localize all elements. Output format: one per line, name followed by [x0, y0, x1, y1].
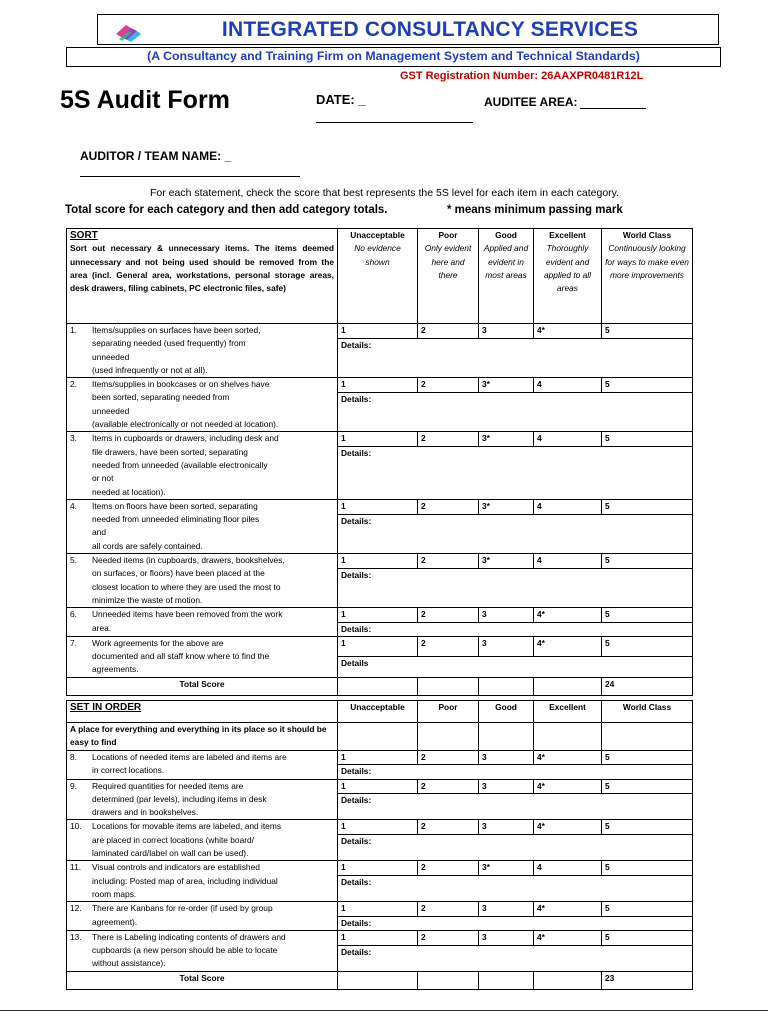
item-number: 6. — [70, 609, 77, 620]
gst-number: GST Registration Number: 26AAXPR0481R12L — [400, 70, 644, 82]
total-score-label: Total Score — [67, 677, 338, 695]
level-header — [418, 229, 479, 324]
company-name: INTEGRATED CONSULTANCY SERVICES — [221, 18, 639, 41]
passing-mark-note: * means minimum passing mark — [447, 204, 623, 216]
item-text: Locations of needed items are labeled and items are — [92, 752, 287, 762]
level-name: World Class — [622, 230, 672, 240]
score-option[interactable]: 4* — [534, 779, 602, 794]
table-row — [67, 930, 693, 945]
item-text-line: unneeded — [92, 405, 130, 416]
score-option[interactable]: 1 — [338, 378, 418, 393]
score-option[interactable]: 3 — [479, 820, 534, 835]
score-option[interactable]: 5 — [602, 751, 693, 765]
item-text: There are Kanbans for re-order (if used by group — [92, 903, 273, 914]
level-description: No evidence shown — [354, 243, 401, 267]
table-row — [67, 636, 693, 656]
instruction-total: Total score for each category and then add category totals. — [65, 204, 388, 216]
score-option[interactable]: 3 — [479, 608, 534, 622]
level-header: World Class — [602, 701, 693, 723]
sort-table — [66, 228, 693, 696]
details-field[interactable]: Details: — [338, 794, 693, 820]
date-label: DATE: _ — [316, 92, 366, 107]
score-option[interactable]: 4* — [534, 608, 602, 622]
score-option[interactable]: 5 — [602, 324, 693, 339]
score-option[interactable]: 5 — [602, 861, 693, 876]
item-text: Locations for movable items are labeled, and items — [92, 821, 282, 832]
item-text-line: needed at location). — [92, 486, 166, 497]
score-option[interactable]: 1 — [338, 554, 418, 569]
item-text-line: needed from unneeded eliminating floor piles — [92, 514, 260, 525]
item-statement — [67, 751, 338, 780]
item-statement — [67, 902, 338, 931]
item-number: 11. — [70, 862, 82, 873]
level-name: Good — [495, 230, 517, 240]
item-statement — [67, 861, 338, 902]
item-text-line: on surfaces, or floors) have been placed at the — [92, 568, 265, 579]
sio-header-row — [67, 701, 693, 723]
details-field[interactable]: Details: — [338, 946, 693, 972]
level-header: Unacceptable — [338, 701, 418, 723]
item-text-line: needed from unneeded (available electronically — [92, 459, 268, 470]
score-option[interactable]: 3* — [479, 861, 534, 876]
score-option[interactable]: 4* — [534, 930, 602, 945]
item-text-line: without assistance). — [92, 958, 166, 969]
item-first-line — [70, 608, 334, 621]
empty-cell — [602, 723, 693, 751]
item-text-line: agreements. — [92, 664, 139, 675]
details-field[interactable]: Details: — [338, 339, 693, 378]
item-first-line — [70, 780, 334, 793]
score-option[interactable]: 4* — [534, 636, 602, 656]
score-option[interactable]: 5 — [602, 378, 693, 393]
item-text: Unneeded items have been removed from the work — [92, 609, 283, 620]
item-text-line: file drawers, have been sorted, separating — [92, 446, 248, 457]
level-header — [338, 229, 418, 324]
item-text-line: unneeded — [92, 351, 130, 362]
details-field[interactable]: Details: — [338, 446, 693, 499]
item-text: Items on floors have been sorted, separating — [92, 500, 258, 511]
item-text-line: area. — [92, 622, 112, 633]
table-row — [67, 554, 693, 569]
score-option[interactable]: 4 — [534, 432, 602, 447]
item-text-line: minimize the waste of motion. — [92, 594, 203, 605]
score-option[interactable]: 4 — [534, 554, 602, 569]
details-field[interactable]: Details: — [338, 514, 693, 553]
item-text: Work agreements for the above are — [92, 637, 224, 648]
item-statement — [67, 820, 338, 861]
date-field-line[interactable] — [316, 122, 473, 123]
item-text-line: separating needed (used frequently) from — [92, 338, 246, 349]
score-option[interactable]: 3 — [479, 902, 534, 916]
instruction-text: For each statement, check the score that best represents the 5S level for each item in each category. — [150, 187, 620, 199]
total-row — [67, 971, 693, 989]
item-statement — [67, 779, 338, 820]
item-first-line — [70, 500, 334, 513]
table-row — [67, 432, 693, 447]
total-row — [67, 677, 693, 695]
score-option[interactable]: 1 — [338, 636, 418, 656]
score-option[interactable]: 2 — [418, 554, 479, 569]
item-text: Required quantities for needed items are — [92, 780, 244, 791]
level-name: Excellent — [549, 230, 586, 240]
item-statement — [67, 432, 338, 499]
score-option[interactable]: 2 — [418, 861, 479, 876]
score-option[interactable]: 5 — [602, 930, 693, 945]
item-text-line: all cords are safely contained. — [92, 540, 203, 551]
item-number: 2. — [70, 379, 77, 390]
details-field[interactable]: Details: — [338, 765, 693, 779]
details-field[interactable]: Details: — [338, 392, 693, 432]
auditor-team-field-line[interactable] — [80, 176, 300, 177]
empty-cell — [338, 723, 418, 751]
level-header: Excellent — [534, 701, 602, 723]
score-option[interactable]: 3* — [479, 378, 534, 393]
item-text: Items/supplies in bookcases or on shelves have — [92, 379, 270, 390]
total-cell[interactable] — [479, 971, 534, 989]
total-cell[interactable] — [479, 677, 534, 695]
item-text: Items/supplies on surfaces have been sorted, — [92, 325, 261, 335]
score-option[interactable]: 5 — [602, 820, 693, 835]
score-option[interactable]: 3 — [479, 930, 534, 945]
level-header: Good — [479, 701, 534, 723]
score-option[interactable]: 3* — [479, 499, 534, 514]
level-header — [479, 229, 534, 324]
item-first-line — [70, 637, 334, 650]
details-field[interactable]: Details: — [338, 834, 693, 860]
score-option[interactable]: 3 — [479, 779, 534, 794]
item-number: 4. — [70, 500, 77, 511]
score-option[interactable]: 2 — [418, 499, 479, 514]
table-row — [67, 861, 693, 876]
table-row — [67, 820, 693, 835]
score-option[interactable]: 4 — [534, 861, 602, 876]
score-option[interactable]: 2 — [418, 902, 479, 916]
item-statement — [67, 324, 338, 378]
table-row — [67, 499, 693, 514]
level-description: Only evident here and there — [424, 243, 472, 280]
score-option[interactable]: 2 — [418, 751, 479, 765]
score-option[interactable]: 5 — [602, 608, 693, 622]
sio-description: A place for everything and everything in its place so it should be easy to find — [67, 723, 338, 751]
item-number: 13. — [70, 931, 82, 942]
item-number: 10. — [70, 821, 82, 832]
score-option[interactable]: 5 — [602, 554, 693, 569]
table-row — [67, 324, 693, 339]
item-text: There is Labeling indicating contents of drawers and — [92, 931, 286, 942]
score-option[interactable]: 3 — [479, 751, 534, 765]
details-field[interactable]: Details — [338, 657, 693, 677]
score-option[interactable]: 1 — [338, 324, 418, 339]
item-statement — [67, 930, 338, 971]
level-header: Poor — [418, 701, 479, 723]
item-statement — [67, 499, 338, 553]
total-cell[interactable] — [534, 971, 602, 989]
score-option[interactable]: 4 — [534, 378, 602, 393]
item-text-line: closest location to where they are used the most to — [92, 581, 281, 592]
score-option[interactable]: 1 — [338, 861, 418, 876]
sort-header-row — [67, 229, 693, 324]
total-cell[interactable] — [338, 971, 418, 989]
total-cell[interactable] — [338, 677, 418, 695]
score-option[interactable]: 3* — [479, 432, 534, 447]
level-description: Continuously looking for ways to make even more improvements — [605, 243, 689, 280]
item-first-line — [70, 751, 334, 764]
empty-cell — [534, 723, 602, 751]
sort-description: Sort out necessary & unnecessary items. The items deemed unnecessary and not being used should be removed from the area (incl. General area, workstations, personal storage areas, desk drawers, filing cabinets, PC electronic files, safe) — [70, 243, 334, 294]
auditee-area-label: AUDITEE AREA: — [484, 95, 578, 109]
item-first-line — [70, 861, 334, 874]
score-option[interactable]: 5 — [602, 779, 693, 794]
form-title: 5S Audit Form — [60, 86, 230, 114]
total-score-value: 23 — [602, 971, 693, 989]
total-score-label: Total Score — [67, 971, 338, 989]
table-row — [67, 751, 693, 765]
level-description: Thoroughly evident and applied to all areas — [543, 243, 592, 294]
item-first-line — [70, 378, 334, 391]
sio-title-cell — [67, 701, 338, 723]
total-cell[interactable] — [418, 971, 479, 989]
score-option[interactable]: 2 — [418, 820, 479, 835]
item-text-line: including: Posted map of area, including individual — [92, 875, 278, 886]
company-logo-icon — [113, 20, 143, 44]
item-text-line: or not — [92, 473, 114, 484]
item-first-line — [70, 432, 334, 445]
score-option[interactable]: 5 — [602, 432, 693, 447]
score-option[interactable]: 2 — [418, 324, 479, 339]
item-text-line: been sorted, separating needed from — [92, 392, 230, 403]
score-option[interactable]: 5 — [602, 499, 693, 514]
level-name: Unacceptable — [350, 230, 405, 240]
item-number: 7. — [70, 637, 77, 648]
score-option[interactable]: 4* — [534, 324, 602, 339]
score-option[interactable]: 1 — [338, 608, 418, 622]
footer-divider — [0, 1010, 768, 1011]
item-number: 3. — [70, 433, 77, 444]
score-option[interactable]: 1 — [338, 432, 418, 447]
item-text: Visual controls and indicators are established — [92, 862, 260, 873]
auditee-area-field-line[interactable] — [580, 108, 646, 109]
item-text-line: laminated card/label on wall can be used). — [92, 848, 249, 859]
score-option[interactable]: 1 — [338, 779, 418, 794]
score-option[interactable]: 3* — [479, 554, 534, 569]
item-first-line — [70, 554, 334, 567]
item-first-line — [70, 931, 334, 944]
details-field[interactable]: Details: — [338, 569, 693, 608]
level-description: Applied and evident in most areas — [483, 243, 529, 280]
score-option[interactable]: 2 — [418, 779, 479, 794]
score-option[interactable]: 2 — [418, 930, 479, 945]
empty-cell — [479, 723, 534, 751]
table-row — [67, 779, 693, 794]
sort-title: SORT — [70, 230, 98, 241]
level-header — [602, 229, 693, 324]
item-statement — [67, 608, 338, 637]
auditor-team-label: AUDITOR / TEAM NAME: _ — [80, 149, 232, 163]
total-score-value: 24 — [602, 677, 693, 695]
level-name: Poor — [438, 230, 458, 240]
score-option[interactable]: 1 — [338, 930, 418, 945]
item-text-line: room maps. — [92, 888, 137, 899]
item-text-line: documented and all staff know where to find the — [92, 651, 270, 662]
score-option[interactable]: 5 — [602, 902, 693, 916]
total-cell[interactable] — [534, 677, 602, 695]
item-text: Items in cupboards or drawers, including desk and — [92, 433, 279, 444]
item-text-line: are placed in correct locations (white board/ — [92, 834, 254, 845]
score-option[interactable]: 3 — [479, 636, 534, 656]
details-field[interactable]: Details: — [338, 622, 693, 636]
item-number: 1. — [70, 325, 77, 335]
item-text-line: agreement). — [92, 916, 138, 927]
score-option[interactable]: 4* — [534, 902, 602, 916]
empty-cell — [418, 723, 479, 751]
item-text-line: (available electronically or not needed at location). — [92, 419, 279, 430]
item-number: 9. — [70, 780, 77, 791]
score-option[interactable]: 3 — [479, 324, 534, 339]
item-text-line: cupboards (a new person should be able to locate — [92, 945, 278, 956]
score-option[interactable]: 5 — [602, 636, 693, 656]
details-field[interactable]: Details: — [338, 916, 693, 930]
item-text-line: and — [92, 527, 106, 538]
item-first-line — [70, 324, 334, 337]
details-field[interactable]: Details: — [338, 875, 693, 901]
score-option[interactable]: 1 — [338, 751, 418, 765]
item-text-line: determined (par levels), including items in desk — [92, 793, 267, 804]
item-text-line: (used infrequently or not at all). — [92, 364, 208, 375]
table-row — [67, 608, 693, 622]
sio-desc-row — [67, 723, 693, 751]
sort-category-cell — [67, 229, 338, 324]
score-option[interactable]: 1 — [338, 499, 418, 514]
item-statement — [67, 636, 338, 677]
score-option[interactable]: 2 — [418, 636, 479, 656]
company-subtitle: (A Consultancy and Training Firm on Management System and Technical Standards) — [147, 49, 640, 63]
sio-title: SET IN ORDER — [70, 702, 142, 713]
score-option[interactable]: 1 — [338, 820, 418, 835]
table-row — [67, 902, 693, 916]
item-first-line — [70, 820, 334, 833]
item-number: 12. — [70, 903, 82, 914]
score-option[interactable]: 2 — [418, 378, 479, 393]
score-option[interactable]: 2 — [418, 608, 479, 622]
score-option[interactable]: 1 — [338, 902, 418, 916]
score-option[interactable]: 4* — [534, 751, 602, 765]
score-option[interactable]: 4* — [534, 820, 602, 835]
total-cell[interactable] — [418, 677, 479, 695]
item-number: 5. — [70, 555, 77, 566]
level-header — [534, 229, 602, 324]
set-in-order-table — [66, 700, 693, 990]
item-first-line — [70, 902, 334, 915]
item-text-line: drawers and in bookshelves. — [92, 807, 199, 818]
score-option[interactable]: 2 — [418, 432, 479, 447]
item-number: 8. — [70, 752, 77, 762]
item-text-line: in correct locations. — [92, 765, 165, 776]
item-text: Needed items (in cupboards, drawers, bookshelves, — [92, 555, 285, 566]
item-statement — [67, 378, 338, 432]
table-row — [67, 378, 693, 393]
item-statement — [67, 554, 338, 608]
score-option[interactable]: 4 — [534, 499, 602, 514]
